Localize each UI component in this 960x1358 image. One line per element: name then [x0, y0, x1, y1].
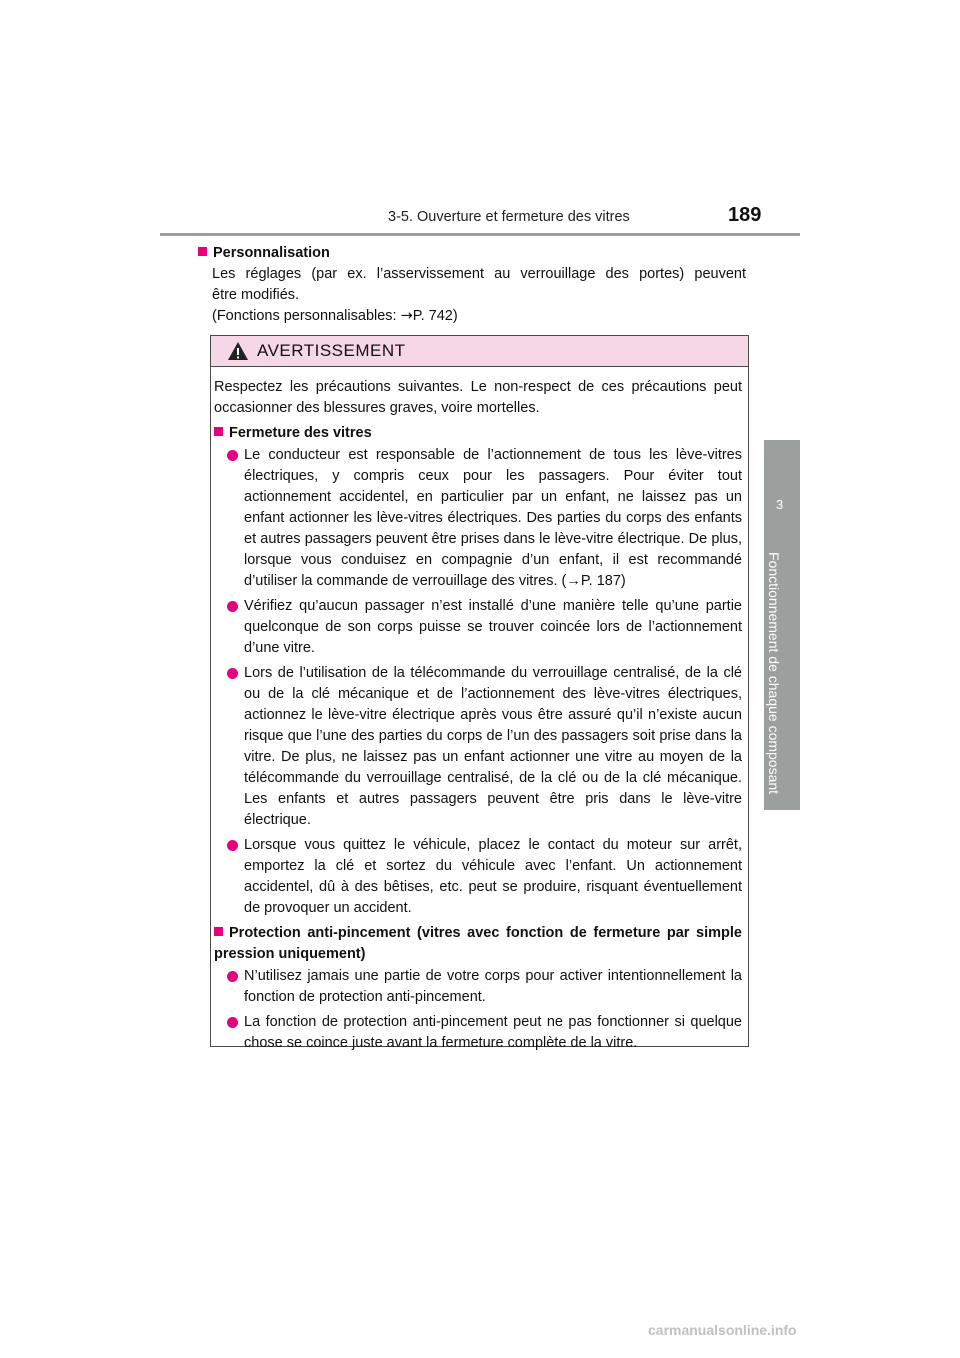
- side-tab-spacer: [764, 236, 800, 440]
- square-bullet-icon: [214, 927, 223, 936]
- warning-bullet-item: Lorsque vous quittez le véhicule, placez le contact du moteur sur arrêt, emportez la clé et sortez du véhicule avec l’enfant. Un actionnement accidentel, dû à des bêtises, etc. peut se produire, risquant éventuellement de provoquer un accident.: [214, 835, 742, 919]
- arrow-right-icon: →: [400, 308, 413, 324]
- personnalisation-line: Les réglages (par ex. l’asservissement au verrouillage des portes) peuvent: [212, 266, 746, 282]
- section-title: 3-5. Ouverture et fermeture des vitres: [388, 209, 630, 225]
- warning-title: AVERTISSEMENT: [257, 341, 406, 360]
- warning-subheading: Protection anti-pincement (vitres avec fonction de fermeture par simple pression uniquement): [214, 925, 742, 962]
- warning-intro: Respectez les précautions suivantes. Le non-respect de ces précautions peut occasionner des blessures graves, voire mortelles.: [214, 379, 742, 416]
- warning-bullet-item: Lors de l’utilisation de la télécommande du verrouillage centralisé, de la clé ou de la clé mécanique et de l’actionnement des lève-vitres électriques, actionnez le lève-vitre électrique après vous être assuré qu’il n’existe aucun risque que l’une des parties du corps de l’un des passagers soit prise dans la vitre. De plus, ne laissez pas un enfant actionner une vitre au moyen de la télécommande du verrouillage centralisé, de la clé ou de la clé mécanique. Les enfants et autres passagers peuvent être pris dans le lève-vitre électrique.: [214, 663, 742, 831]
- warning-triangle-icon: [227, 341, 249, 361]
- header-rule: [160, 233, 800, 236]
- warning-header: [211, 336, 748, 367]
- personnalisation-reference: (Fonctions personnalisables: →P. 742): [212, 308, 458, 324]
- round-bullet-icon: [227, 1017, 238, 1028]
- chapter-number: 3: [776, 497, 784, 512]
- warning-bullet-item: La fonction de protection anti-pincement peut ne pas fonctionner si quelque chose se coince juste avant la fermeture complète de la vitre.: [214, 1012, 742, 1054]
- chapter-title: Fonctionnement de chaque composant: [766, 552, 782, 795]
- square-bullet-icon: [214, 427, 223, 436]
- round-bullet-icon: [227, 840, 238, 851]
- personnalisation-heading: Personnalisation: [198, 243, 746, 264]
- warning-bullet-item: Vérifiez qu’aucun passager n’est installé d’une manière telle qu’une partie quelconque de son corps puisse se trouver coincée lors de l’actionnement d’une vitre.: [214, 596, 742, 659]
- square-bullet-icon: [198, 247, 207, 256]
- warning-bullet-item: Le conducteur est responsable de l’actionnement de tous les lève-vitres électriques, y compris ceux pour les passagers. Pour éviter tout actionnement accidentel, en particulier par un enfant, ne laissez pas un enfant actionner les lève-vitres électriques. Des parties du corps des enfants et autres passagers peuvent être prises dans le lève-vitre électrique. De plus, lorsque vous conduisez en compagnie d’un enfant, il est recommandé d’utiliser la commande de verrouillage des vitres. (→P. 187): [214, 445, 742, 592]
- page-reference-link[interactable]: P. 742): [412, 308, 458, 324]
- warning-bullet-item: N’utilisez jamais une partie de votre corps pour activer intentionnellement la fonction de protection anti-pincement.: [214, 966, 742, 1008]
- round-bullet-icon: [227, 971, 238, 982]
- watermark: carmanualsonline.info: [648, 1322, 797, 1338]
- warning-subheading: Fermeture des vitres: [214, 423, 742, 444]
- round-bullet-icon: [227, 601, 238, 612]
- personnalisation-section: [212, 243, 746, 327]
- round-bullet-icon: [227, 668, 238, 679]
- warning-box: [210, 335, 749, 1051]
- warning-body: [211, 367, 748, 1054]
- round-bullet-icon: [227, 450, 238, 461]
- personnalisation-line: être modifiés.: [212, 287, 300, 303]
- page-number: 189: [728, 204, 762, 226]
